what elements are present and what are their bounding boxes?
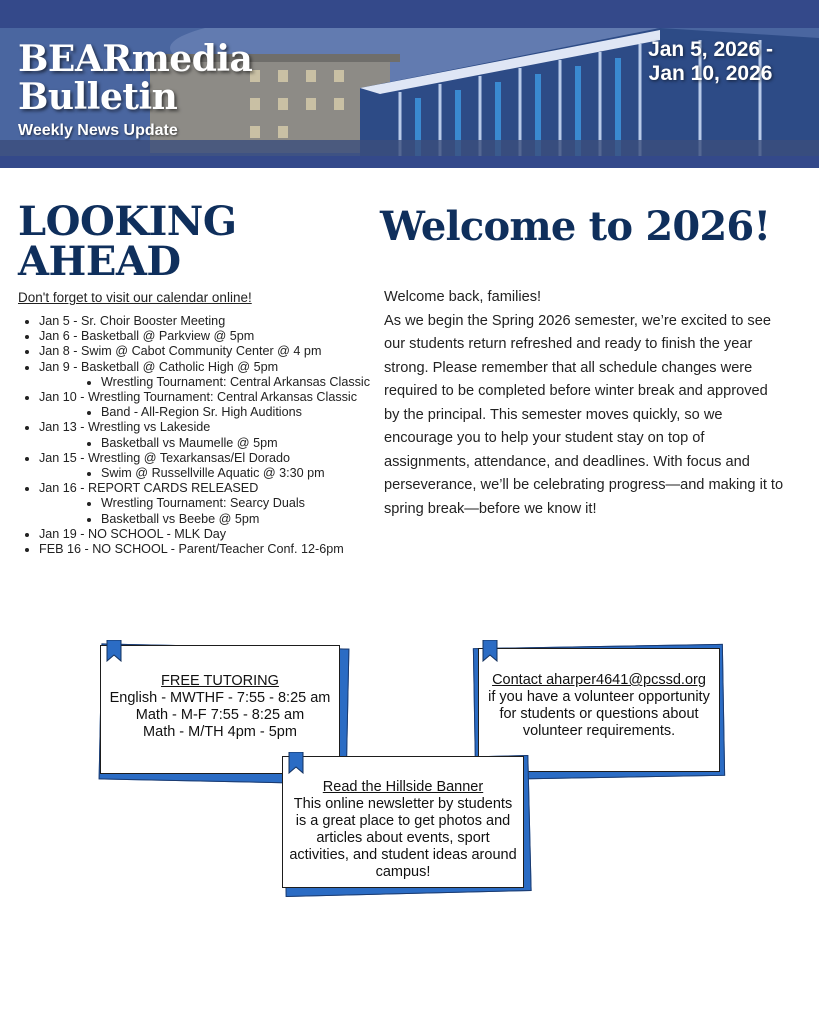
welcome-heading: Welcome to 2026!	[380, 203, 771, 250]
bookmark-icon	[482, 640, 498, 662]
event-item	[39, 344, 384, 359]
event-sublist	[39, 496, 384, 526]
tutoring-math-am: Math - M-F 7:55 - 8:25 am	[135, 707, 305, 723]
contact-email-link[interactable]: Contact aharper4641@pcssd.org	[492, 672, 706, 688]
bookmark-icon	[106, 640, 122, 662]
welcome-body: As we begin the Spring 2026 semester, we’re excited to see our students return refreshed and ready to finish the year strong. Please remember that all schedule changes were required to be completed before winter break and approved by the principal. This semester moves quickly, so we encourage you to help your student stay on top of assignments, attendance, and deadlines. With focus and perseverance, we’ll be celebrating progress—and making it to spring break—before we know it!	[384, 312, 784, 517]
tutoring-english: English - MWTHF - 7:55 - 8:25 am	[109, 690, 331, 706]
event-text: FEB 16 - NO SCHOOL - Parent/Teacher Conf. 12-6pm	[39, 542, 344, 557]
looking-ahead-line-2: AHEAD	[18, 238, 181, 285]
card-front	[282, 756, 524, 888]
event-item	[39, 329, 384, 344]
header-top-band	[0, 0, 819, 28]
event-text: Jan 6 - Basketball @ Parkview @ 5pm	[39, 329, 255, 344]
event-subitem: • Wrestling Tournament: Searcy Duals	[101, 496, 384, 511]
event-item	[39, 527, 384, 542]
date-range	[648, 38, 773, 86]
banner-card	[278, 752, 536, 900]
hillside-banner-link[interactable]: Read the Hillside Banner	[322, 779, 484, 795]
calendar-link[interactable]: Don't forget to visit our calendar online!	[18, 290, 252, 305]
event-item	[39, 360, 384, 390]
event-subitem: • Swim @ Russellville Aquatic @ 3:30 pm	[101, 466, 384, 481]
event-sublist	[39, 405, 384, 420]
event-text: Jan 13 - Wrestling vs Lakeside	[39, 420, 211, 435]
event-sublist	[39, 436, 384, 451]
tutoring-heading[interactable]: FREE TUTORING	[161, 673, 279, 689]
tutoring-math-pm: Math - M/TH 4pm - 5pm	[143, 724, 297, 740]
event-subitem: • Wrestling Tournament: Central Arkansas Classic	[101, 375, 384, 390]
banner-body: This online newsletter by students is a great place to get photos and articles about events, sport activities, and student ideas around campus!	[289, 796, 517, 880]
event-text: Jan 9 - Basketball @ Catholic High @ 5pm	[39, 359, 279, 374]
header-banner	[0, 0, 819, 168]
event-item	[39, 542, 384, 557]
welcome-greeting: Welcome back, families!	[384, 289, 542, 305]
event-text: Jan 19 - NO SCHOOL - MLK Day	[39, 526, 227, 541]
date-end: Jan 10, 2026	[648, 62, 773, 85]
events-list	[20, 314, 384, 557]
event-text: Jan 10 - Wrestling Tournament: Central Arkansas Classic	[39, 390, 358, 405]
event-item	[39, 314, 384, 329]
title-line-2: Bulletin	[18, 76, 178, 118]
event-subitem: • Basketball vs Maumelle @ 5pm	[101, 436, 384, 451]
event-item	[39, 390, 384, 420]
event-subitem: • Band - All-Region Sr. High Auditions	[101, 405, 384, 420]
looking-ahead-line-1: LOOKING	[18, 198, 237, 245]
bookmark-icon	[288, 752, 304, 774]
title-line-1: BEARmedia	[18, 38, 253, 80]
welcome-letter	[384, 286, 784, 521]
event-subitem: • Basketball vs Beebe @ 5pm	[101, 512, 384, 527]
looking-ahead-heading	[18, 198, 318, 285]
bulletin-title	[18, 40, 252, 140]
contact-body: if you have a volunteer opportunity for students or questions about volunteer requirements.	[488, 689, 710, 739]
header-bottom-band	[0, 156, 819, 168]
event-text: Jan 16 - REPORT CARDS RELEASED	[39, 481, 259, 496]
event-text: Jan 15 - Wrestling @ Texarkansas/El Dorado	[39, 450, 291, 465]
event-item	[39, 451, 384, 481]
event-item	[39, 420, 384, 450]
event-sublist	[39, 466, 384, 481]
date-start: Jan 5, 2026 -	[648, 38, 773, 61]
event-item	[39, 481, 384, 527]
bulletin-subtitle: Weekly News Update	[18, 122, 178, 139]
event-text: Jan 5 - Sr. Choir Booster Meeting	[39, 314, 226, 328]
event-text: Jan 8 - Swim @ Cabot Community Center @ 4 pm	[39, 344, 322, 359]
event-sublist	[39, 375, 384, 390]
